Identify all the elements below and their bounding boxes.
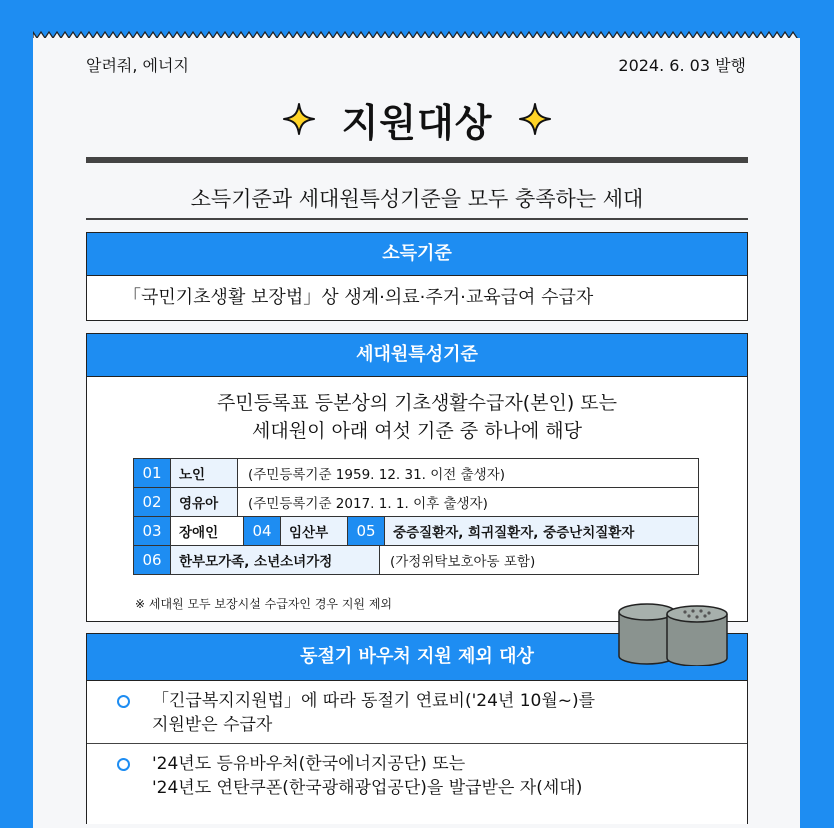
criteria-label: 장애인 xyxy=(171,517,244,545)
sparkle-icon xyxy=(282,102,316,136)
title-divider xyxy=(86,157,748,163)
criteria-label: 한부모가족, 소년소녀가정 xyxy=(171,546,380,574)
household-criteria-box xyxy=(86,333,748,622)
income-criteria-text: 「국민기초생활 보장법」상 생계·의료·주거·교육급여 수급자 xyxy=(123,287,594,308)
criteria-label: 영유아 xyxy=(171,488,238,516)
publisher-name: 알려줘, 에너지 xyxy=(86,56,189,75)
sparkle-icon xyxy=(518,102,552,136)
bullet-line-2: '24년도 연탄쿠폰(한국광해광업공단)을 발급받은 자(세대) xyxy=(152,778,583,798)
coal-briquette-icon xyxy=(617,600,731,666)
intro-line-2: 세대원이 아래 여섯 기준 중 하나에 해당 xyxy=(252,420,582,442)
subtitle-divider xyxy=(86,218,748,220)
criteria-number: 02 xyxy=(134,488,171,516)
criteria-label: 노인 xyxy=(171,459,238,487)
criteria-detail: (주민등록기준 1959. 12. 31. 이전 출생자) xyxy=(248,467,506,483)
exclusion-note: ※ 세대원 모두 보장시설 수급자인 경우 지원 제외 xyxy=(135,597,393,611)
income-criteria-heading: 소득기준 xyxy=(87,233,747,276)
publish-date: 2024. 6. 03 발행 xyxy=(618,56,746,75)
criteria-grid xyxy=(133,458,699,575)
criteria-number: 01 xyxy=(134,459,171,487)
criteria-number: 03 xyxy=(134,517,171,545)
criteria-row xyxy=(133,545,699,575)
criteria-row xyxy=(133,516,699,545)
criteria-detail: (가정위탁보호아동 포함) xyxy=(390,554,536,570)
bullet-line-2: 지원받은 수급자 xyxy=(152,715,273,735)
criteria-row xyxy=(133,458,699,487)
income-criteria-box xyxy=(86,232,748,321)
household-criteria-heading: 세대원특성기준 xyxy=(87,334,747,377)
household-criteria-intro xyxy=(87,389,747,445)
subtitle: 소득기준과 세대원특성기준을 모두 충족하는 세대 xyxy=(190,187,644,211)
criteria-number: 04 xyxy=(244,517,281,545)
page-title: 지원대상 xyxy=(341,100,493,145)
criteria-detail: (주민등록기준 2017. 1. 1. 이후 출생자) xyxy=(248,496,488,512)
bullet-line-1: 「긴급복지지원법」에 따라 동절기 연료비('24년 10월~)를 xyxy=(152,691,596,711)
list-item xyxy=(87,743,747,806)
criteria-label: 중증질환자, 희귀질환자, 중증난치질환자 xyxy=(385,517,698,545)
intro-line-1: 주민등록표 등본상의 기초생활수급자(본인) 또는 xyxy=(216,392,618,414)
title-row xyxy=(86,92,748,146)
list-item xyxy=(87,681,747,743)
criteria-number: 05 xyxy=(348,517,385,545)
criteria-row xyxy=(133,487,699,516)
bullet-icon xyxy=(117,695,130,708)
bullet-line-1: '24년도 등유바우처(한국에너지공단) 또는 xyxy=(152,754,466,774)
bullet-icon xyxy=(117,758,130,771)
exclusion-heading: 동절기 바우처 지원 제외 대상 xyxy=(87,634,747,681)
criteria-label: 임산부 xyxy=(281,517,348,545)
criteria-number: 06 xyxy=(134,546,171,574)
